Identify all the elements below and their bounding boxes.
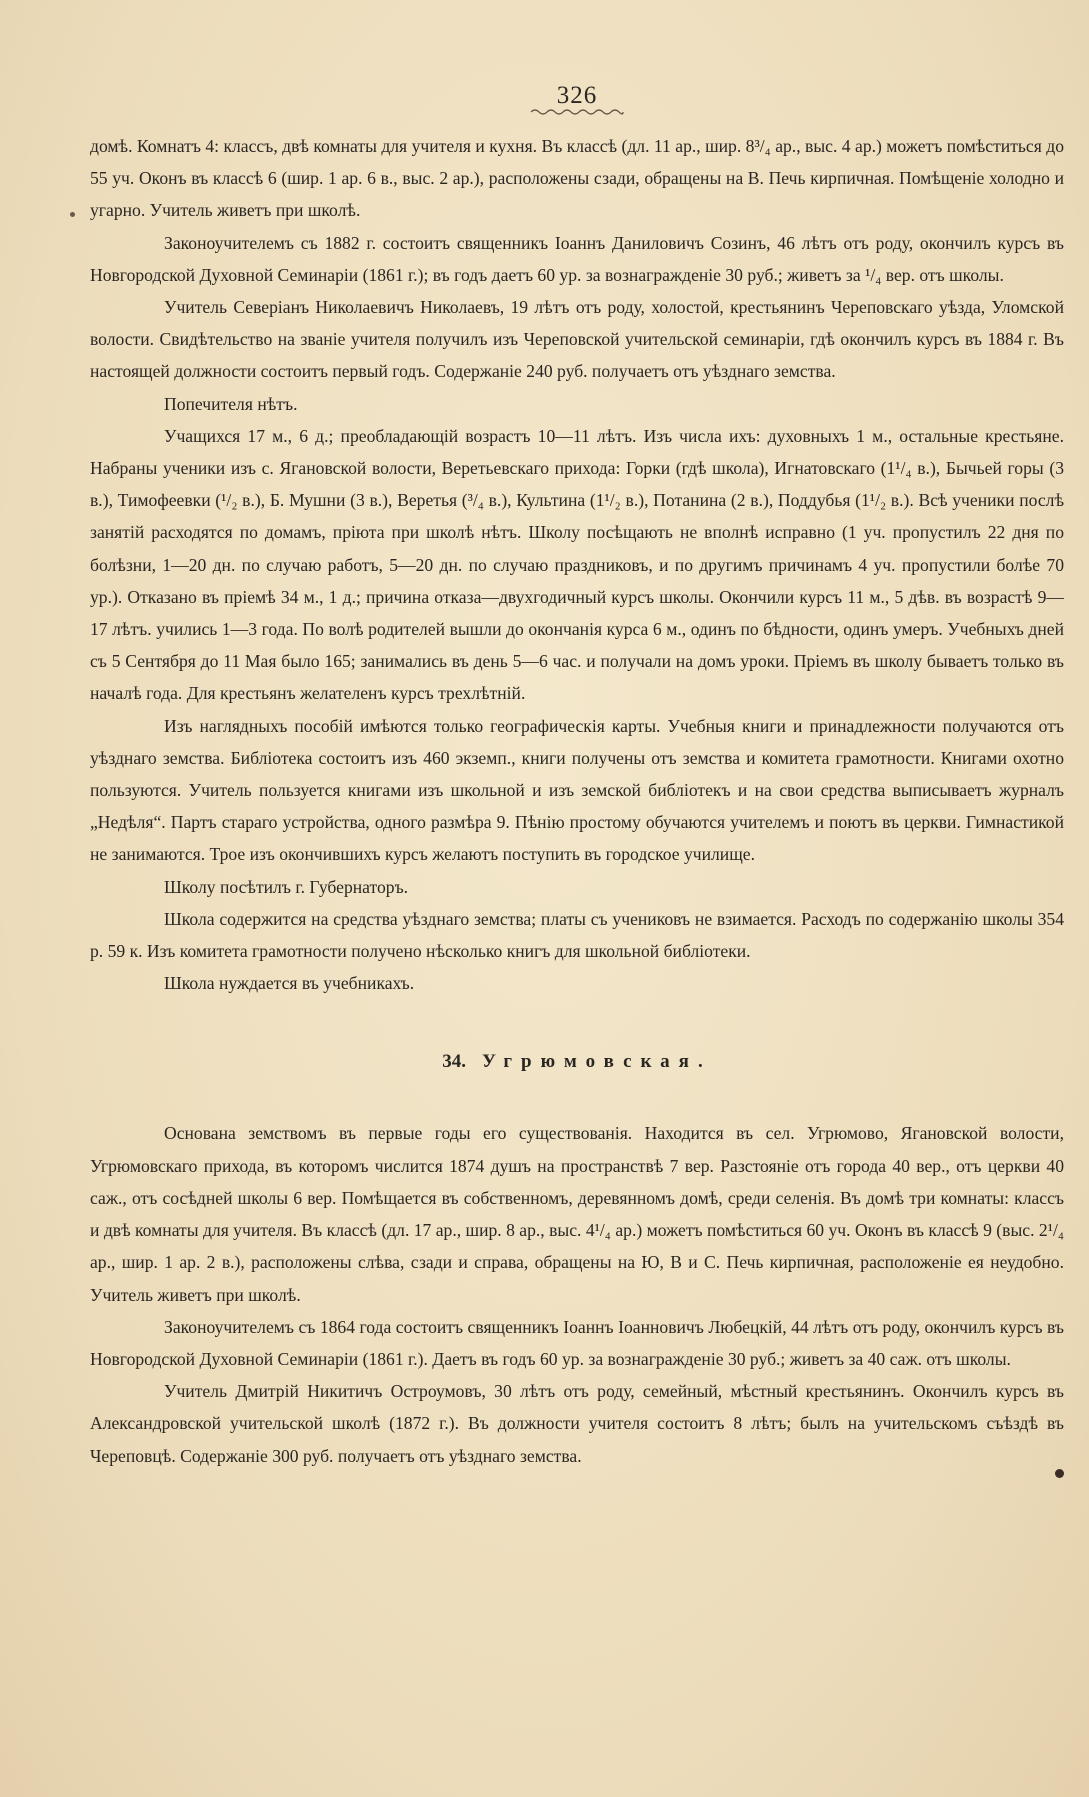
ugryumovskaya-section (90, 1117, 1064, 1471)
paragraph-students: Учащихся 17 м., 6 д.; преобладающій возрастъ 10—11 лѣтъ. Изъ числа ихъ: духовныхъ 1 м., остальные крестьяне. Набраны ученики изъ с. Ягановской волости, Веретьевскаго прихода: Горки (гдѣ школа), Игнатовскаго (1¹/₄ в.), Бычьей горы (3 в.), Тимофеевки (¹/₂ в.), Б. Мушни (3 в.), Веретья (³/₄ в.), Культина (1¹/₂ в.), Потанина (2 в.), Поддубья (1¹/₂ в.). Всѣ ученики послѣ занятій расходятся по домамъ, пріюта при школѣ нѣтъ. Школу посѣщають не вполнѣ исправно (1 уч. пропустилъ 22 дня по болѣзни, 1—20 дн. по случаю работъ, 5—20 дн. по случаю праздниковъ, и по другимъ причинамъ 4 уч. пропустили болѣе 70 ур.). Отказано въ пріемѣ 34 м., 1 д.; причина отказа—двухгодичный курсъ школы. Окончили курсъ 11 м., 5 дѣв. въ возрастѣ 9—17 лѣтъ. учились 1—3 года. По волѣ родителей вышли до окончанія курса 6 м., одинъ по бѣдности, одинъ умеръ. Учебныхъ дней съ 5 Сентября до 11 Мая было 165; занимались въ день 5—6 час. и получали на домъ уроки. Пріемъ въ школу бываетъ только въ началѣ года. Для крестьянъ желателенъ курсъ трехлѣтній. (90, 425, 1064, 704)
paragraph-funding: Школа содержится на средства уѣзднаго земства; платы съ учениковъ не взимается. Расходъ по содержанію школы 354 р. 59 к. Изъ комитета грамотности получено нѣсколько книгъ для школьной библіотеки. (90, 908, 1064, 962)
page-number: 326 (556, 82, 598, 109)
paragraph-visit: Школу посѣтилъ г. Губернаторъ. (164, 876, 409, 897)
margin-speck (70, 212, 75, 217)
page-header (90, 78, 1064, 130)
paragraph-building: домѣ. Комнатъ 4: классъ, двѣ комнаты для учителя и кухня. Въ классѣ (дл. 11 ар., шир. 8³/₄ ар., выс. 4 ар.) можетъ помѣститься до 55 уч. Оконъ въ классѣ 6 (шир. 1 ар. 6 в., выс. 2 ар.), расположены сзади, обращены на В. Печь кирпичная. Помѣщеніе холодно и угарно. Учитель живетъ при школѣ. (90, 136, 1064, 221)
paragraph-law-teacher-2: Законоучителемъ съ 1864 года состоитъ священникъ Іоаннъ Іоанновичъ Любецкій, 44 лѣтъ отъ роду, окончилъ курсъ въ Новгородской Духовной Семинаріи (1861 г.). Даетъ въ годъ 60 ур. за вознагражденіе 30 руб.; живетъ за 40 саж. отъ школы. (90, 1316, 1064, 1369)
paragraph-law-teacher: Законоучителемъ съ 1882 г. состоитъ священникъ Іоаннъ Даниловичъ Созинъ, 46 лѣтъ отъ роду, окончилъ курсъ въ Новгородской Духовной Семинаріи (1861 г.); въ годъ даетъ 60 ур. за вознагражденіе 30 руб.; живетъ за ¹/₄ вер. отъ школы. (90, 232, 1064, 285)
paragraph-teacher: Учитель Северіанъ Николаевичъ Николаевъ, 19 лѣтъ отъ роду, холостой, крестьянинъ Череповскаго уѣзда, Уломской волости. Свидѣтельство на званіе учителя получилъ изъ Череповской учительской семинаріи, гдѣ окончилъ курсъ въ 1884 г. Въ настоящей должности состоитъ первый годъ. Содержаніе 240 руб. получаетъ отъ уѣзднаго земства. (90, 297, 1064, 382)
book-page (90, 78, 1064, 1472)
paragraph-foundation: Основана земствомъ въ первые годы его существованія. Находится въ сел. Угрюмово, Ягановской волости, Угрюмовскаго прихода, въ которомъ числится 1874 душъ на пространствѣ 7 вер. Разстояніе отъ города 40 вер., отъ церкви 40 саж., отъ сосѣдней школы 6 вер. Помѣщается въ собственномъ, деревянномъ домѣ, среди селенія. Въ домѣ три комнаты: классъ и двѣ комнаты для учителя. Въ классѣ (дл. 17 ар., шир. 8 ар., выс. 4¹/₄ ар.) можетъ помѣститься 60 уч. Оконъ въ классѣ 9 (выс. 2¹/₄ ар., шир. 1 ар. 2 в.), расположены слѣва, сзади и справа, обращены на Ю, В и С. Печь кирпичная, расположеніе ея неудобно. Учитель живетъ при школѣ. (90, 1123, 1064, 1305)
end-dot (1055, 1469, 1064, 1478)
paragraph-trustee: Попечителя нѣтъ. (164, 393, 298, 414)
section-title-text: Угрюмовская. (482, 1051, 712, 1073)
previous-school-section (90, 130, 1064, 999)
paragraph-teaching-aids: Изъ наглядныхъ пособій имѣются только географическія карты. Учебныя книги и принадлежности получаются отъ уѣзднаго земства. Библіотека состоитъ изъ 460 экземп., книги получены отъ земства и комитета грамотности. Книгами охотно пользуются. Учитель пользуется книгами изъ школьной и изъ земской библіотекъ и на свои средства выписываетъ журналъ „Недѣля“. Партъ стараго устройства, одного размѣра 9. Пѣнію простому обучаются учителемъ и поютъ въ церкви. Гимнастикой не занимаются. Трое изъ окончившихъ курсъ желаютъ поступить въ городское училище. (90, 715, 1064, 865)
paragraph-needs: Школа нуждается въ учебникахъ. (164, 973, 415, 994)
section-heading (90, 1051, 1064, 1073)
section-number: 34. (442, 1051, 467, 1073)
paragraph-teacher-2: Учитель Дмитрій Никитичъ Остроумовъ, 30 лѣтъ отъ роду, семейный, мѣстный крестьянинъ. Окончилъ курсъ въ Александровской учительской школѣ (1872 г.). Въ должности учителя состоитъ 8 лѣтъ; былъ на учительскомъ съѣздѣ въ Череповцѣ. Содержаніе 300 руб. получаетъ отъ уѣзднаго земства. (90, 1381, 1064, 1466)
